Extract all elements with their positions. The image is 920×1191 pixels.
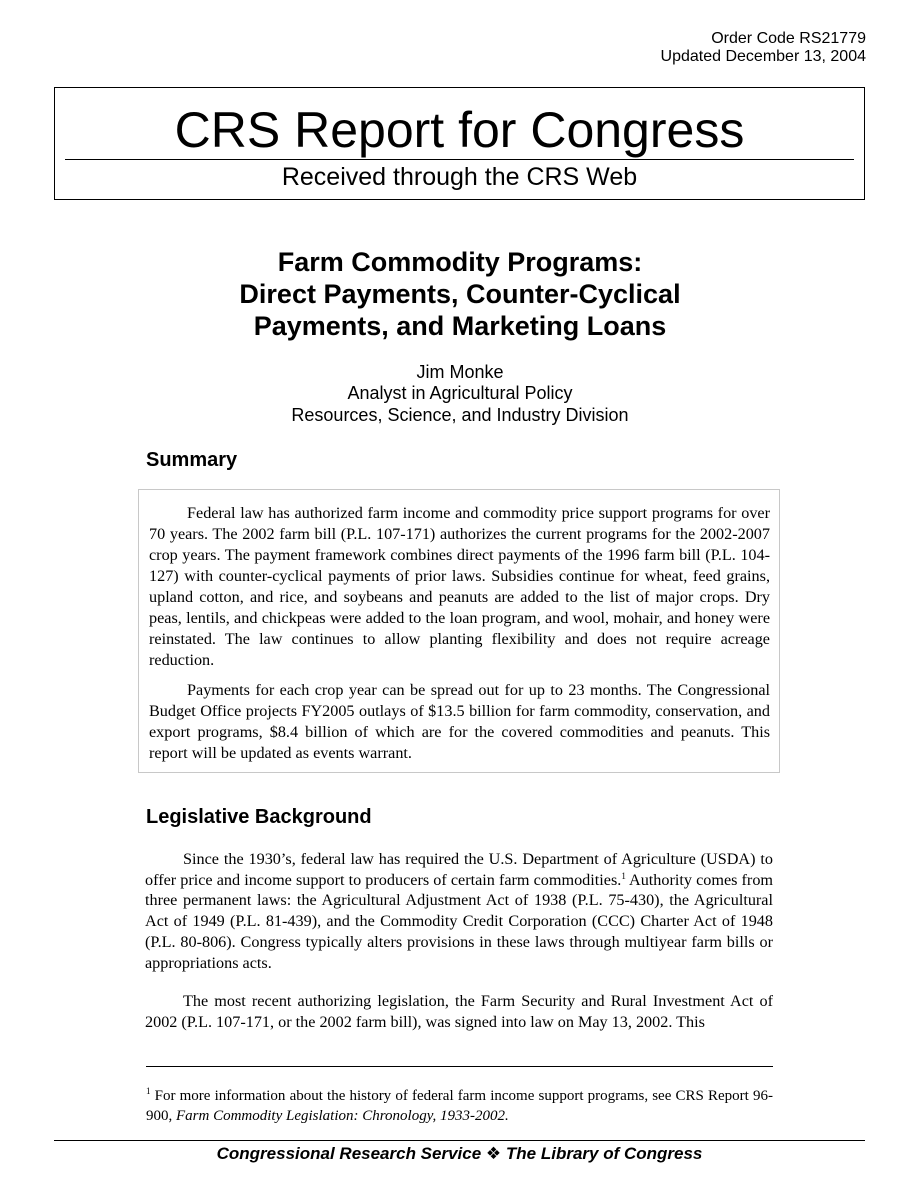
summary-text <box>149 503 770 764</box>
legislative-paragraph-1 <box>145 849 773 973</box>
legislative-p2-text: The most recent authorizing legislation, the Farm Security and Rural Investment Act of 2002 (P.L. 107-171, or the 2002 farm bill), was signed into law on May 13, 2002. This <box>145 992 773 1031</box>
banner-divider <box>65 159 854 160</box>
legislative-heading: Legislative Background <box>146 806 372 828</box>
footnote-reference[interactable]: 1 <box>621 870 626 881</box>
footnote <box>146 1086 773 1126</box>
legislative-p1-text: Since the 1930’s, federal law has required the U.S. Department of Agriculture (USDA) to offer price and income support to producers of certain farm commodities. <box>145 850 773 889</box>
footer-crs: Congressional Research Service <box>216 1144 482 1163</box>
legislative-paragraph-2 <box>145 991 773 1032</box>
author-name: Jim Monke <box>416 362 504 382</box>
banner-title: CRS Report for Congress <box>174 102 745 158</box>
fleuron-icon: ❖ <box>485 1144 502 1164</box>
legislative-p1-continued: Authority comes from three permanent laws: the Agricultural Adjustment Act of 1938 (P.L. 75-430), the Agricultural Act of 1949 (P.L. 81-439), and the Commodity Credit Corporation (CCC) Charter Act of 1948 (P.L. 80-806). Congress typically alters provisions in these laws through multiyear farm bills or appropriations acts. <box>145 870 774 972</box>
summary-paragraph-2: Payments for each crop year can be spread out for up to 23 months. The Congressional Budget Office projects FY2005 outlays of $13.5 billion for farm commodity, conservation, and export programs, $8.4 billion of which are for the covered commodities and peanuts. This report will be updated as events warrant. <box>149 681 770 762</box>
summary-box <box>138 489 780 773</box>
author-division: Resources, Science, and Industry Division <box>291 405 629 425</box>
report-title-line-1: Farm Commodity Programs: <box>277 247 643 277</box>
order-code: Order Code RS21779 <box>711 30 866 47</box>
footer-library: The Library of Congress <box>505 1144 703 1163</box>
order-code-block <box>661 30 866 66</box>
footnote-citation: Farm Commodity Legislation: Chronology, 1933-2002. <box>176 1108 509 1124</box>
report-title-line-3: Payments, and Marketing Loans <box>253 311 667 341</box>
page-footer <box>54 1143 865 1165</box>
report-banner <box>54 87 865 200</box>
footer-divider <box>54 1140 865 1141</box>
footnote-marker: 1 <box>146 1086 151 1096</box>
summary-heading: Summary <box>146 449 238 471</box>
author-title: Analyst in Agricultural Policy <box>347 383 573 403</box>
summary-paragraph-1: Federal law has authorized farm income and commodity price support programs for over 70 years. The 2002 farm bill (P.L. 107-171) authorizes the current programs for the 2002-2007 crop years. The payment framework combines direct payments of the 1996 farm bill (P.L. 104-127) with counter-cyclical payments of prior laws. Subsidies continue for wheat, feed grains, upland cotton, and rice, and soybeans and peanuts are added to the list of major crops. Dry peas, lentils, and chickpeas were added to the loan program, and wool, mohair, and honey were reinstated. The law continues to allow planting flexibility and does not require acreage reduction. <box>149 504 770 669</box>
banner-subtitle: Received through the CRS Web <box>281 163 638 191</box>
updated-date: Updated December 13, 2004 <box>660 48 866 65</box>
footnote-text: For more information about the history of federal farm income support programs, see CRS Report 96-900, <box>146 1088 773 1124</box>
footnote-divider <box>146 1066 773 1067</box>
report-title-line-2: Direct Payments, Counter-Cyclical <box>239 279 681 309</box>
